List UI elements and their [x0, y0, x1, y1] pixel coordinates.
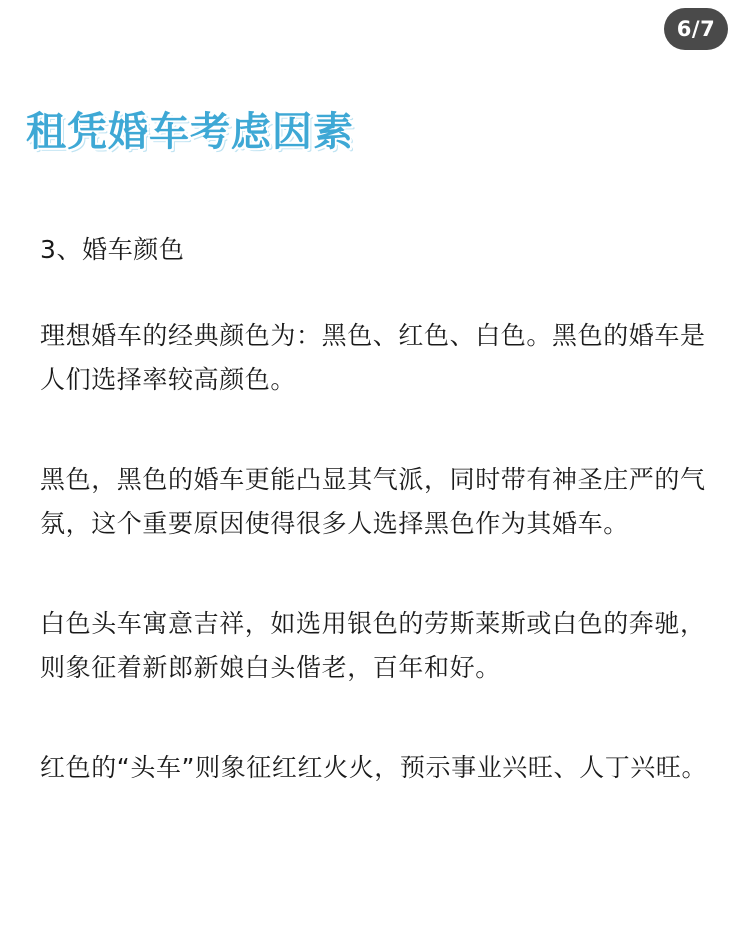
page-title: 租凭婚车考虑因素 [26, 109, 354, 155]
section-heading: 3、婚车颜色 [40, 235, 185, 264]
paragraph-red: 红色的“头车”则象征红红火火，预示事业兴旺、人丁兴旺。 [40, 753, 708, 782]
paragraph-classic-colors: 理想婚车的经典颜色为：黑色、红色、白色。黑色的婚车是人们选择率较高颜色。 [40, 321, 706, 394]
page-indicator: 6/7 [664, 8, 728, 50]
paragraph-white: 白色头车寓意吉祥，如选用银色的劳斯莱斯或白色的奔驰，则象征着新郎新娘白头偕老，百年和好。 [40, 609, 706, 682]
article-body [40, 228, 730, 790]
paragraph-black: 黑色，黑色的婚车更能凸显其气派，同时带有神圣庄严的气氛，这个重要原因使得很多人选择黑色作为其婚车。 [40, 465, 706, 538]
